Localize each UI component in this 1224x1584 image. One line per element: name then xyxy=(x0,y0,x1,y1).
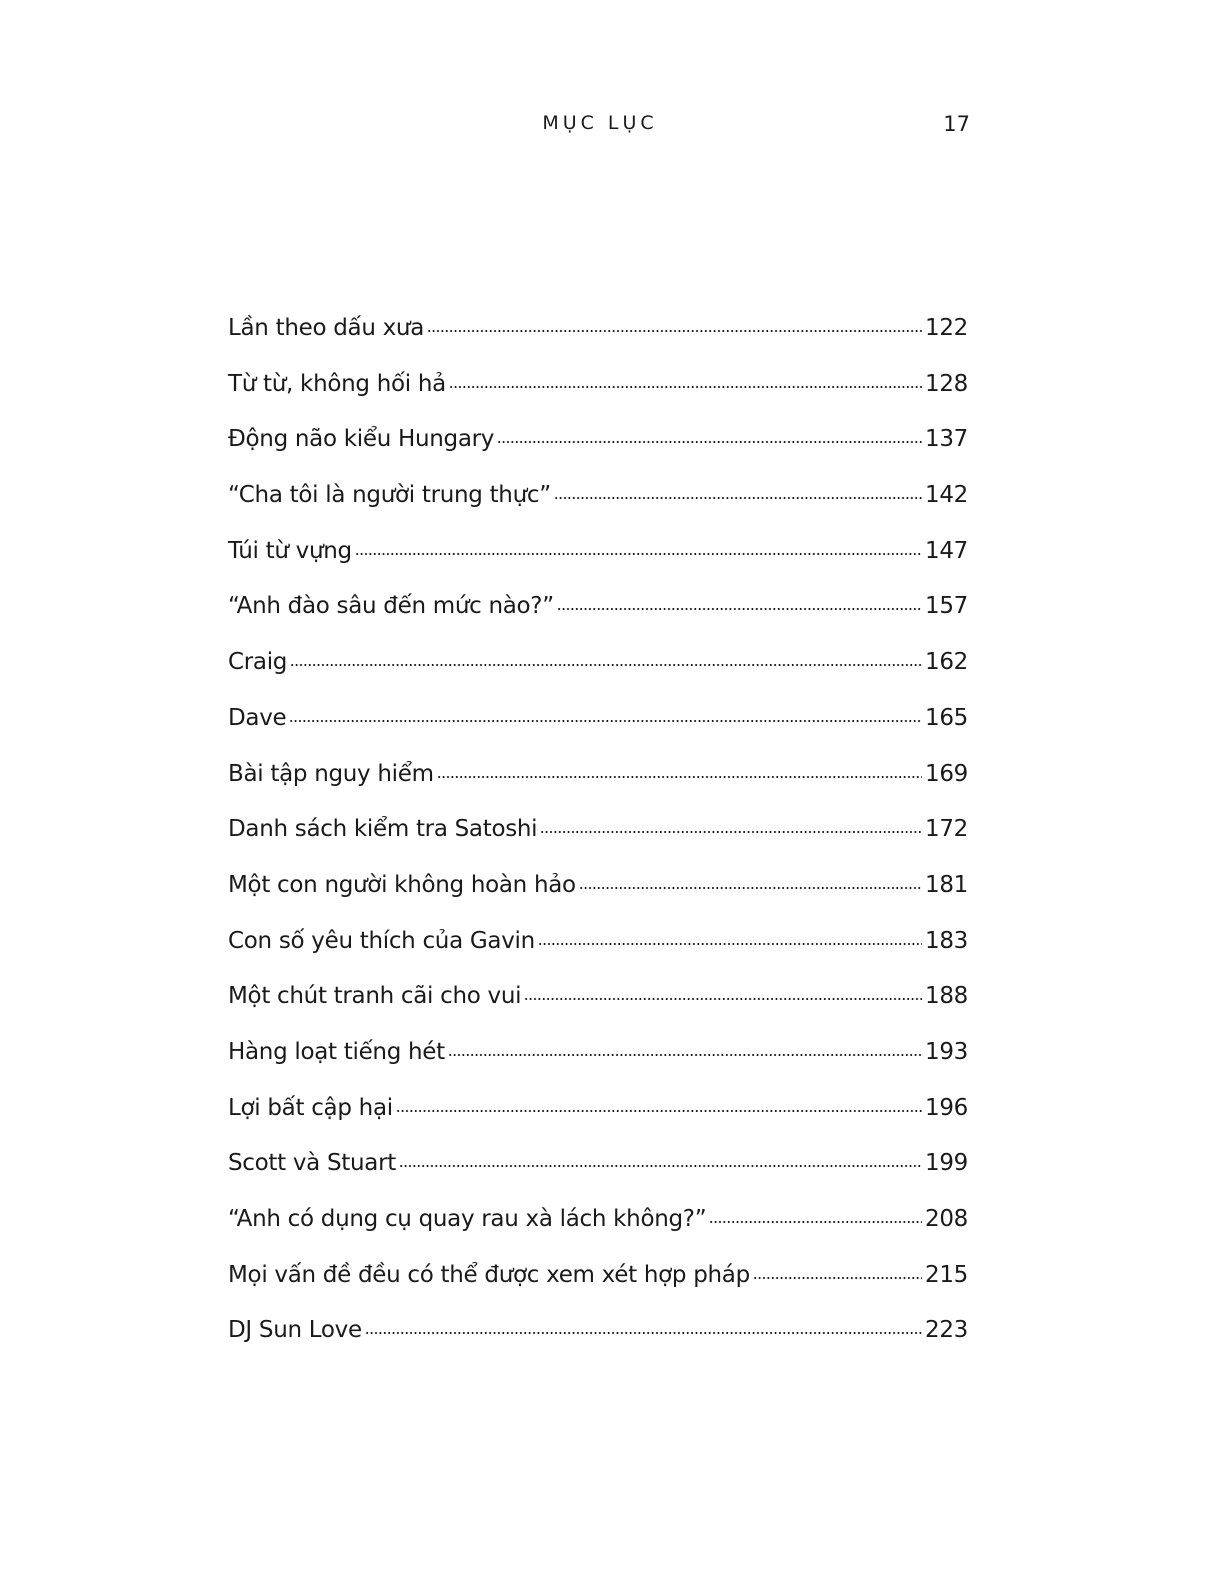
dot-leader xyxy=(448,1054,922,1056)
toc-entry-page: 128 xyxy=(925,370,968,397)
toc-entry-page: 165 xyxy=(925,704,968,731)
toc-entry-title: Một chút tranh cãi cho vui xyxy=(228,983,522,1010)
dot-leader xyxy=(437,776,922,778)
toc-entry xyxy=(228,867,968,923)
toc-entry-page: 147 xyxy=(925,537,968,564)
toc-entry-title: Lần theo dấu xưa xyxy=(228,315,424,341)
toc-entry xyxy=(228,811,968,867)
toc-entry-title: Craig xyxy=(228,649,288,676)
toc-entry-page: 169 xyxy=(925,760,968,787)
toc-entry-title: “Anh có dụng cụ quay rau xà lách không?” xyxy=(228,1206,707,1232)
toc-entry-title: Từ từ, không hối hả xyxy=(228,370,446,397)
toc-entry-title: Một con người không hoàn hảo xyxy=(228,871,576,898)
dot-leader xyxy=(709,1221,922,1223)
dot-leader xyxy=(554,497,922,499)
toc-entry-page: 142 xyxy=(925,482,968,509)
toc-entry-page: 122 xyxy=(925,315,968,341)
toc-entry xyxy=(228,1201,968,1257)
toc-entry xyxy=(228,421,968,477)
toc-entry-title: Túi từ vựng xyxy=(228,537,352,564)
toc-entry-title: Dave xyxy=(228,704,287,731)
toc-entry xyxy=(228,310,968,366)
toc-entry-title: Hàng loạt tiếng hét xyxy=(228,1038,445,1065)
toc-entry xyxy=(228,1257,968,1313)
toc-entry-title: Danh sách kiểm tra Satoshi xyxy=(228,816,538,843)
toc-entry-title: Lợi bất cập hại xyxy=(228,1094,393,1121)
toc-entry xyxy=(228,1090,968,1146)
toc-entry xyxy=(228,1034,968,1090)
toc-entry-title: Mọi vấn đề đều có thể được xem xét hợp pháp xyxy=(228,1261,750,1288)
page-number: 17 xyxy=(943,112,970,136)
dot-leader xyxy=(365,1332,922,1334)
dot-leader xyxy=(557,608,922,610)
toc-entry xyxy=(228,588,968,644)
toc-entry-page: 199 xyxy=(925,1150,968,1177)
dot-leader xyxy=(753,1277,922,1279)
toc-entry-page: 183 xyxy=(925,927,968,954)
toc-entry-title: DJ Sun Love xyxy=(228,1317,362,1344)
toc-entry-page: 137 xyxy=(925,426,968,453)
toc-entry-title: Scott và Stuart xyxy=(228,1150,396,1177)
toc-entry xyxy=(228,700,968,756)
toc-entry-title: “Cha tôi là người trung thực” xyxy=(228,482,551,509)
toc-entry-page: 172 xyxy=(925,816,968,843)
toc-entry-title: “Anh đào sâu đến mức nào?” xyxy=(228,593,554,620)
table-of-contents xyxy=(228,310,968,1368)
dot-leader xyxy=(497,441,922,443)
toc-entry-page: 181 xyxy=(925,871,968,898)
dot-leader xyxy=(524,998,922,1000)
dot-leader xyxy=(579,887,922,889)
dot-leader xyxy=(540,831,922,833)
toc-entry xyxy=(228,923,968,979)
toc-entry-page: 193 xyxy=(925,1038,968,1065)
running-header xyxy=(0,110,1224,140)
toc-entry xyxy=(228,978,968,1034)
toc-entry xyxy=(228,366,968,422)
toc-entry xyxy=(228,533,968,589)
dot-leader xyxy=(289,720,922,722)
toc-entry-page: 223 xyxy=(925,1317,968,1344)
toc-entry-page: 188 xyxy=(925,983,968,1010)
dot-leader xyxy=(290,664,922,666)
toc-entry xyxy=(228,477,968,533)
toc-entry xyxy=(228,1312,968,1368)
toc-entry-title: Bài tập nguy hiểm xyxy=(228,760,434,787)
dot-leader xyxy=(449,386,922,388)
toc-entry-page: 162 xyxy=(925,649,968,676)
toc-entry xyxy=(228,756,968,812)
toc-entry-page: 157 xyxy=(925,593,968,620)
toc-entry-page: 196 xyxy=(925,1094,968,1121)
dot-leader xyxy=(427,330,922,332)
toc-entry-page: 208 xyxy=(925,1206,968,1232)
dot-leader xyxy=(355,553,922,555)
dot-leader xyxy=(399,1165,922,1167)
toc-entry xyxy=(228,1145,968,1201)
dot-leader xyxy=(538,943,922,945)
dot-leader xyxy=(396,1110,922,1112)
toc-entry-title: Động não kiểu Hungary xyxy=(228,426,495,453)
toc-entry xyxy=(228,644,968,700)
toc-entry-title: Con số yêu thích của Gavin xyxy=(228,927,535,954)
toc-entry-page: 215 xyxy=(925,1261,968,1288)
section-title: MỤC LỤC xyxy=(542,112,658,134)
